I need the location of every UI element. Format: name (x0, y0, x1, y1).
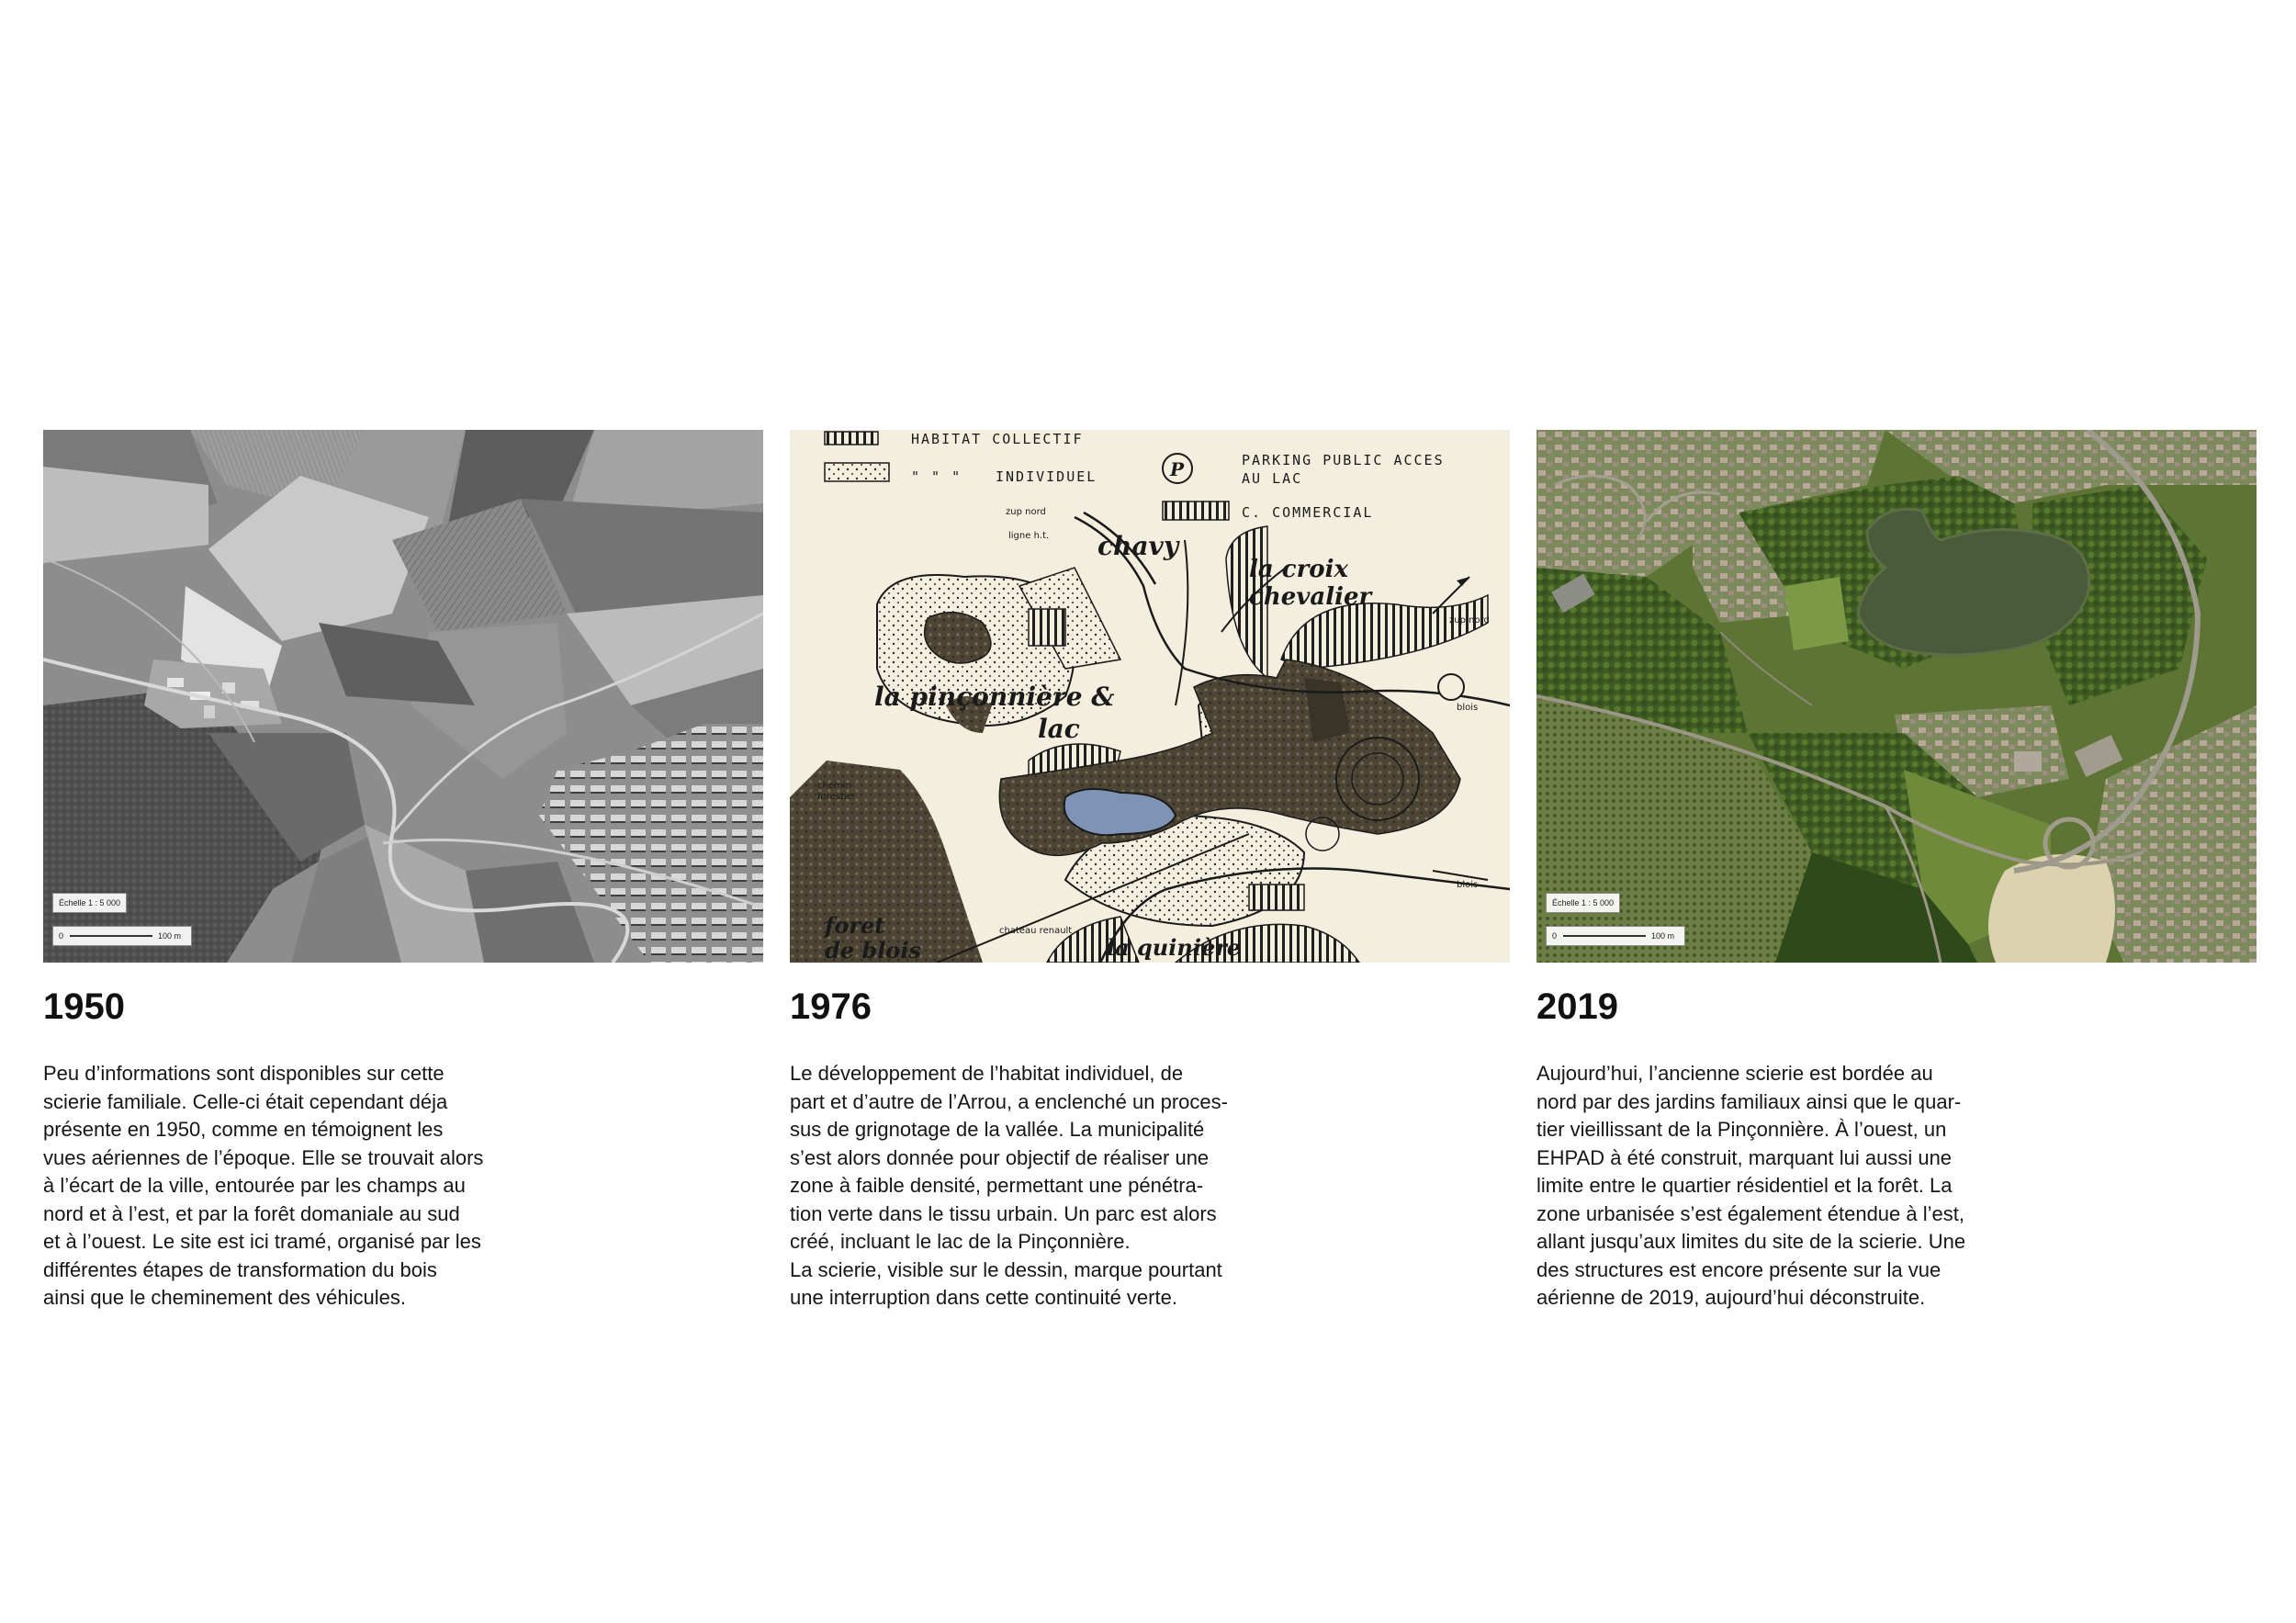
label-chateau: chateau renault (999, 926, 1073, 936)
scale-line (70, 935, 152, 937)
parking-symbol: P (1170, 458, 1185, 480)
label-blois-bottom: blois (1457, 880, 1479, 890)
label-chemin: chemin (817, 781, 851, 791)
label-blois-top: blois (1457, 703, 1479, 713)
panel-1976 (790, 430, 1510, 1313)
label-quiniere: la quinière (1107, 934, 1242, 961)
year-heading: 2019 (1536, 986, 1618, 1027)
scale-bar (52, 926, 192, 946)
label-forestier: forestier (817, 792, 856, 802)
scale-line (1563, 935, 1646, 937)
urban-plan-drawing-1976 (790, 430, 1510, 963)
panel-2019 (1536, 430, 2257, 1313)
aerial-photo-2019-drawing (1536, 430, 2257, 963)
scale-distance: 100 m (1651, 931, 1675, 941)
year-heading: 1950 (43, 986, 125, 1027)
description: Aujourd’hui, l’ancienne scierie est bordée au nord par des jardins familiaux ainsi que le quar- tier vieillissant de la Pinçonnière. À l’ouest, un EHPAD à été construit, marquant lui aussi une limite entre le quartier résidentiel et la forêt. La zone urbanisée s’est également étendue à l’est, allant jusqu’aux limites du site de la scierie. Une des structures est encore présente sur la vue aérienne de 2019, aujourd’hui déconstruite. (1536, 1062, 1966, 1309)
description: Peu d’informations sont disponibles sur cette scierie familiale. Celle-ci était cependant déja présente en 1950, comme en témoignent les vues aériennes de l’époque. Elle se trouvait alors à l’écart de la ville, entourée par les champs au nord et à l’est, et par la forêt domaniale au sud et à l’ouest. Le site est ici tramé, organisé par les différentes étapes de transformation du bois ainsi que le cheminement des véhicules. (43, 1062, 484, 1309)
scale-label: Échelle 1 : 5 000 (52, 893, 127, 913)
legend-individuel: INDIVIDUEL (996, 468, 1097, 485)
legend-habitat-collectif: HABITAT COLLECTIF (911, 431, 1084, 447)
label-croix-1: la croix (1249, 556, 1349, 583)
label-croix-2: chevalier (1249, 583, 1372, 611)
label-lac: lac (1038, 714, 1080, 744)
urban-plan-drawing (790, 430, 1510, 963)
legend-ditto: " " " (911, 468, 962, 485)
legend-parking-line1: PARKING PUBLIC ACCES (1242, 452, 1445, 468)
aerial-photo-2019 (1536, 430, 2257, 963)
scale-zero: 0 (59, 931, 64, 941)
label-chavy: chavy (1097, 531, 1179, 561)
scale-indicator (52, 893, 199, 952)
label-foret-2: de blois (825, 937, 921, 963)
aerial-photo-1950 (43, 430, 763, 963)
scale-bar (1546, 926, 1685, 946)
aerial-photo-1950-drawing (43, 430, 763, 963)
legend-commercial: C. COMMERCIAL (1242, 504, 1374, 521)
label-pinconniere: la pinçonnière & (874, 682, 1115, 712)
scale-distance: 100 m (158, 931, 182, 941)
label-zup-nord-right: zup nord (1449, 615, 1490, 626)
scale-indicator (1546, 893, 1693, 952)
label-zup-nord: zup nord (1006, 507, 1046, 517)
scale-label: Échelle 1 : 5 000 (1546, 893, 1620, 913)
year-heading: 1976 (790, 986, 872, 1027)
label-ligne: ligne h.t. (1008, 531, 1050, 541)
scale-zero: 0 (1552, 931, 1558, 941)
label-foret-1: foret (825, 912, 885, 939)
panel-1950 (43, 430, 763, 1313)
description: Le développement de l’habitat individuel, de part et d’autre de l’Arrou, a enclenché un proces- sus de grignotage de la vallée. La municipalité s’est alors donnée pour objectif de réaliser une zone à faible densité, permettant une pénétra- tion verte dans le tissu urbain. Un parc est alors créé, incluant le lac de la Pinçonnière. La scierie, visible sur le dessin, marque pourtant une interruption dans cette continuité verte. (790, 1062, 1228, 1309)
legend-parking-line2: AU LAC (1242, 470, 1303, 487)
